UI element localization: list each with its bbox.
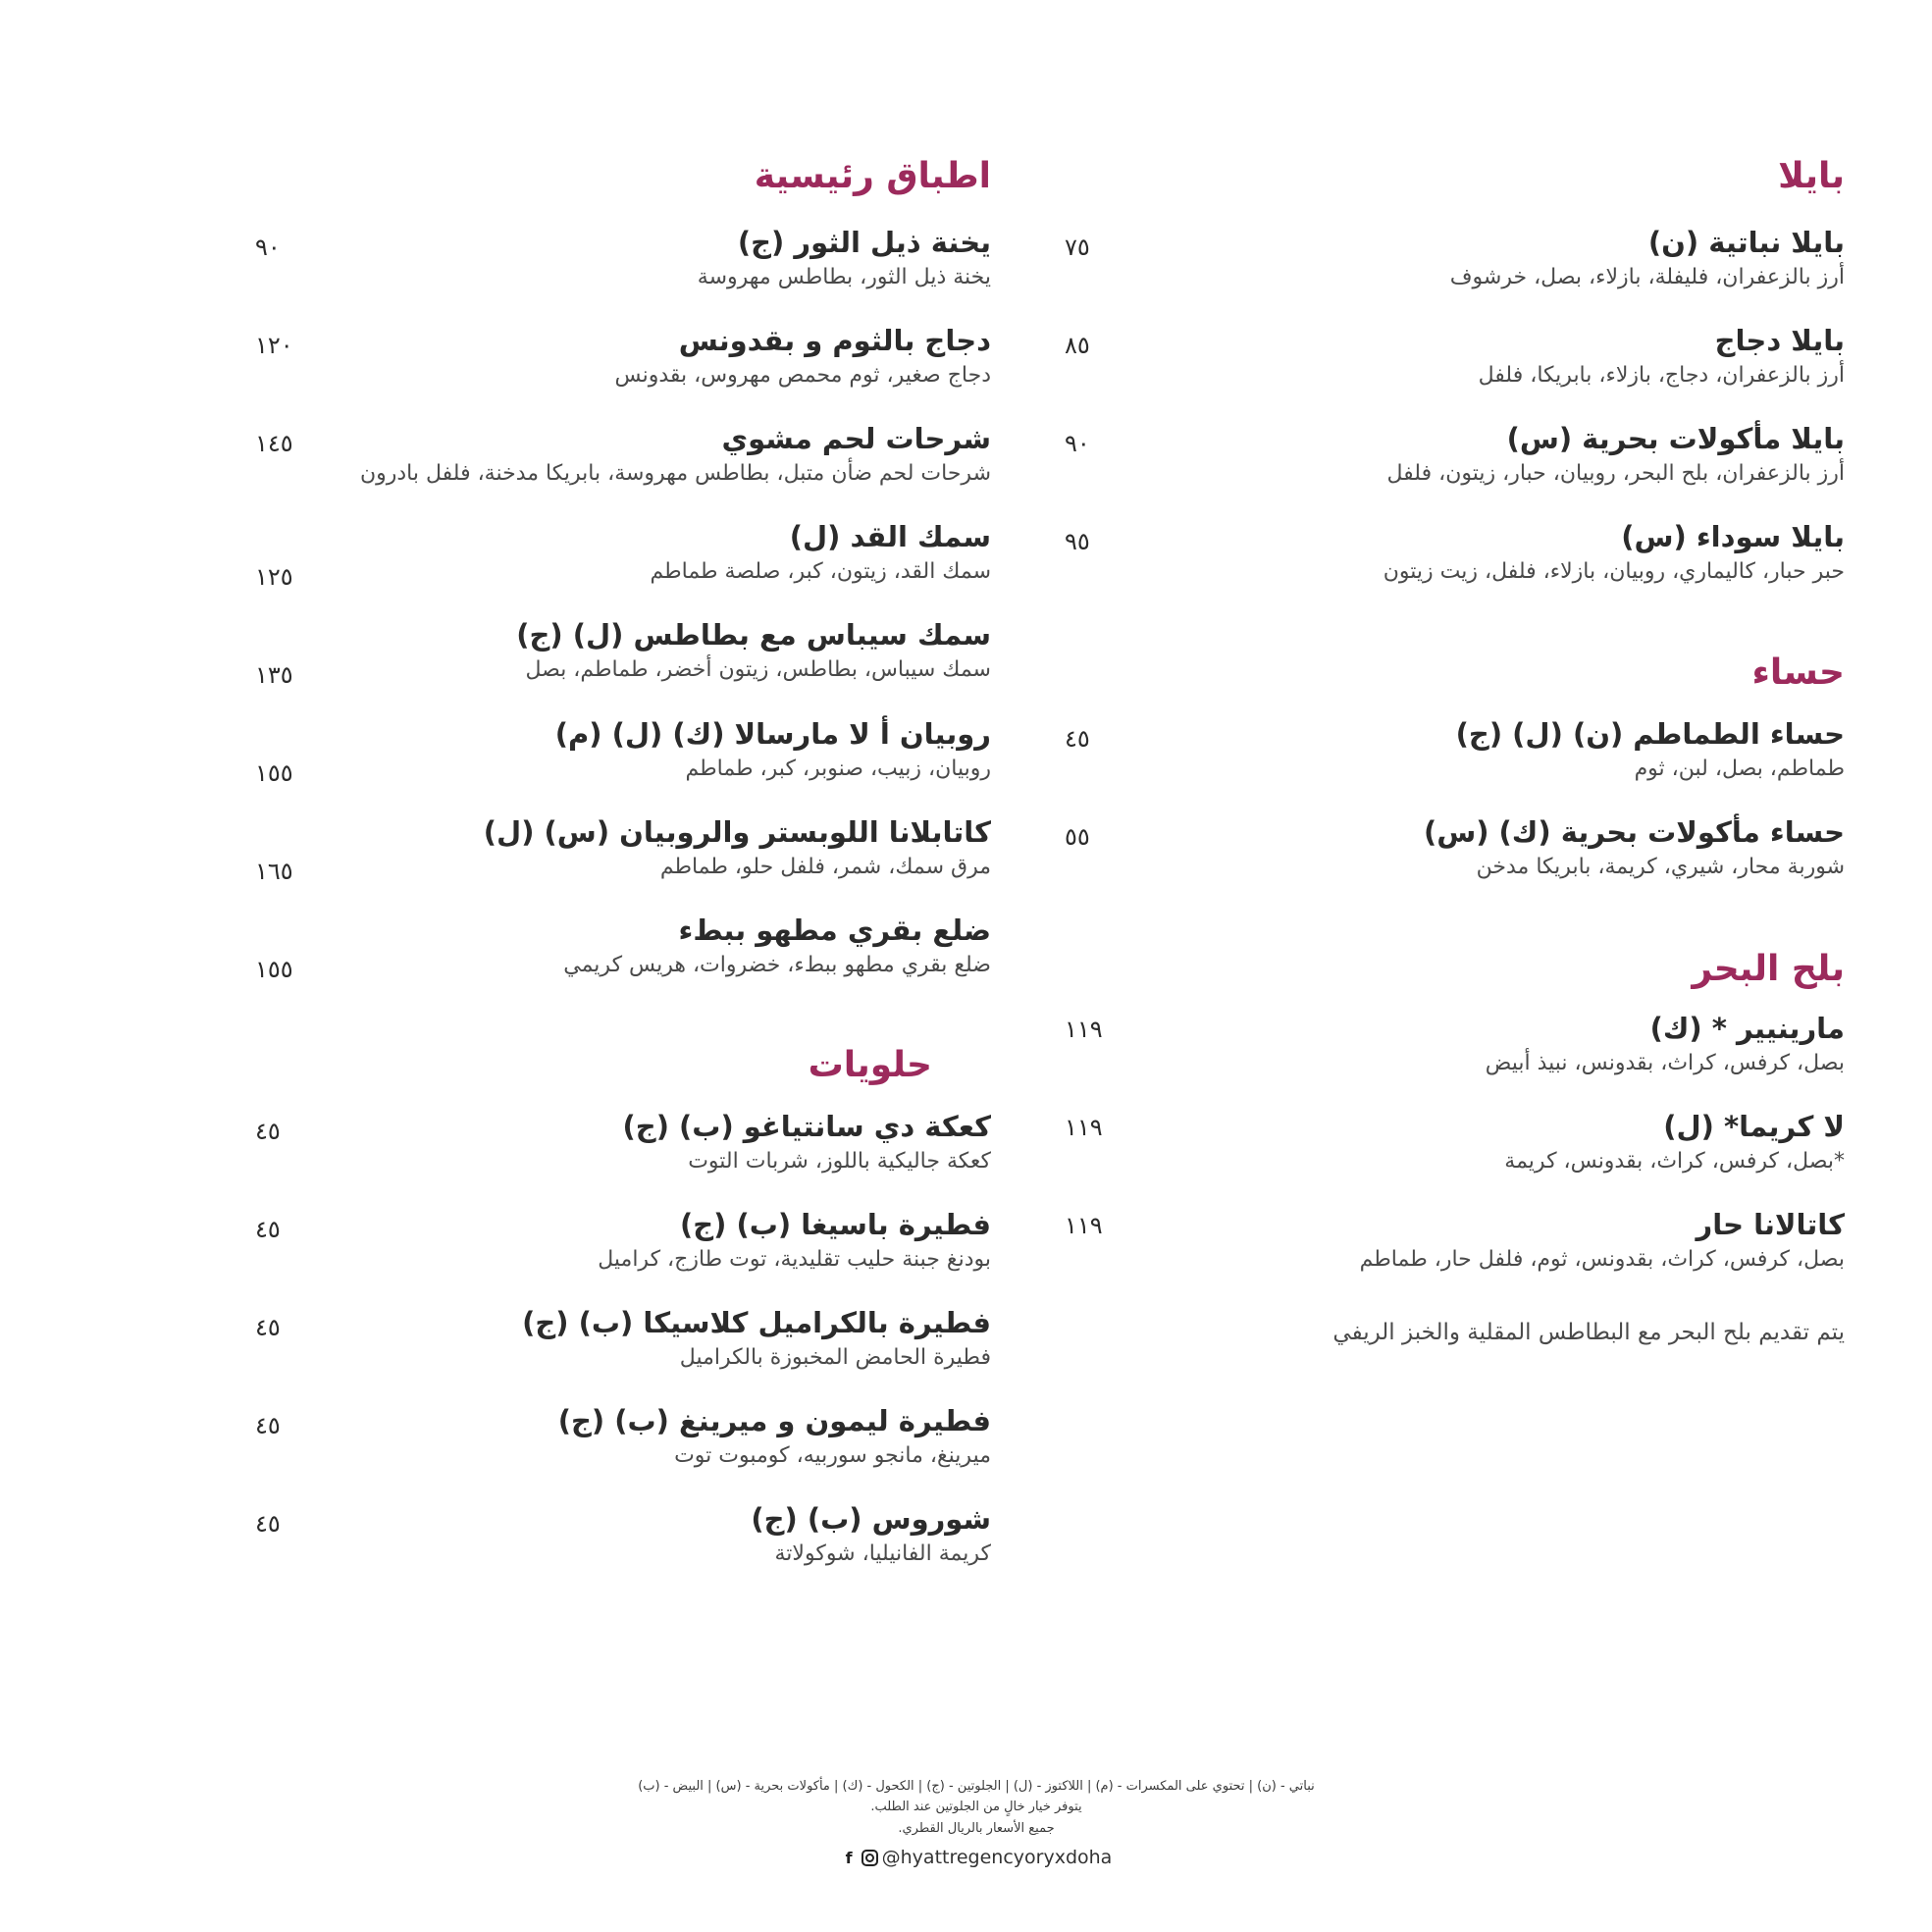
- facebook-icon[interactable]: f: [845, 1848, 853, 1867]
- item-price: ١٤٥: [255, 430, 293, 457]
- item-name: روبيان أ لا مارسالا (ك) (ل) (م): [554, 717, 991, 751]
- item-name: فطيرة بالكراميل كلاسيكا (ب) (ج): [522, 1306, 991, 1339]
- item-price: ١٣٥: [255, 661, 293, 689]
- item-name: شوروس (ب) (ج): [751, 1502, 991, 1536]
- item-price: ١٥٥: [255, 956, 293, 983]
- item-description: أرز بالزعفران، فليفلة، بازلاء، بصل، خرشوف: [1449, 264, 1845, 289]
- item-description: دجاج صغير، ثوم محمص مهروس، بقدونس: [614, 362, 991, 388]
- item-description: أرز بالزعفران، بلح البحر، روبيان، حبار، زيتون، فلفل: [1386, 460, 1845, 486]
- menu-item: [1065, 422, 1845, 486]
- item-description: مرق سمك، شمر، فلفل حلو، طماطم: [659, 854, 991, 879]
- item-name: سمك سيباس مع بطاطس (ل) (ج): [516, 618, 991, 652]
- menu-item: [245, 424, 991, 486]
- item-price: ١٢٥: [255, 563, 293, 591]
- menu-item: [245, 326, 991, 388]
- item-name: سمك القد (ل): [789, 520, 991, 553]
- menu-item: [245, 1406, 991, 1468]
- section-title-paella: بايلا: [1778, 156, 1845, 196]
- item-price: ٤٥: [1065, 725, 1090, 753]
- menu-item: [245, 618, 991, 689]
- currency-note: جميع الأسعار بالريال القطري.: [898, 1820, 1055, 1836]
- item-description: كعكة جاليكية باللوز، شربات التوت: [688, 1148, 991, 1174]
- item-price: ٤٥: [255, 1118, 281, 1145]
- item-description: سمك القد، زيتون، كبر، صلصة طماطم: [650, 558, 991, 584]
- item-price: ١١٩: [1065, 1016, 1103, 1043]
- item-price: ٨٥: [1065, 332, 1090, 359]
- item-description: طماطم، بصل، لبن، ثوم: [1634, 756, 1845, 781]
- menu-item: [245, 1504, 991, 1566]
- menu-item: [1065, 717, 1845, 781]
- item-description: شرحات لحم ضأن متبل، بطاطس مهروسة، بابريكا مدخنة، فلفل بادرون: [359, 460, 991, 486]
- allergen-legend: نباتي - (ن) | تحتوي على المكسرات - (م) | اللاكتوز - (ل) | الجلوتين - (ج) | الكحول - (ك) | مأكولات بحرية - (س) | البيض - (ب): [638, 1779, 1315, 1794]
- item-description: فطيرة الحامض المخبوزة بالكراميل: [679, 1344, 991, 1370]
- item-price: ١٢٠: [255, 332, 293, 359]
- item-price: ٤٥: [255, 1412, 281, 1439]
- menu-item: [1065, 520, 1845, 584]
- item-price: ٤٥: [255, 1314, 281, 1341]
- menu-item: [245, 1210, 991, 1272]
- item-name: شرحات لحم مشوي: [721, 422, 991, 455]
- menu-item: [245, 228, 991, 289]
- footer: [549, 1776, 1403, 1874]
- item-price: ١١٩: [1065, 1114, 1103, 1141]
- menu-item: [245, 1308, 991, 1370]
- gluten-note: يتوفر خيار خالٍ من الجلوتين عند الطلب.: [870, 1800, 1082, 1815]
- item-price: ١٥٥: [255, 759, 293, 787]
- item-description: أرز بالزعفران، دجاج، بازلاء، بابريكا، فلفل: [1478, 362, 1845, 388]
- item-price: ٩٠: [255, 234, 281, 261]
- section-title-desserts: حلويات: [808, 1045, 932, 1085]
- item-description: بودنغ جبنة حليب تقليدية، توت طازج، كراميل: [598, 1246, 991, 1272]
- item-description: حبر حبار، كاليماري، روبيان، بازلاء، فلفل، زيت زيتون: [1383, 558, 1845, 584]
- menu-item: [245, 914, 991, 983]
- item-name: بايلا نباتية (ن): [1647, 226, 1845, 259]
- item-description: *بصل، كرفس، كراث، بقدونس، كريمة: [1504, 1148, 1845, 1174]
- menu-item: [1065, 1110, 1845, 1174]
- menu-item: [245, 520, 991, 591]
- menu-item: [1065, 815, 1845, 879]
- item-price: ٩٥: [1065, 528, 1090, 555]
- item-name: حساء مأكولات بحرية (ك) (س): [1423, 815, 1845, 849]
- item-name: دجاج بالثوم و بقدونس: [678, 324, 991, 357]
- item-name: حساء الطماطم (ن) (ل) (ج): [1455, 717, 1845, 751]
- item-price: ٤٥: [255, 1510, 281, 1538]
- menu-item: [245, 717, 991, 787]
- item-name: مارينيير * (ك): [1649, 1012, 1845, 1045]
- social-row: [549, 1843, 1403, 1873]
- menu-item: [245, 815, 991, 885]
- item-description: يخنة ذيل الثور، بطاطس مهروسة: [697, 264, 991, 289]
- item-price: ٥٥: [1065, 823, 1090, 851]
- menu-item: [1065, 1012, 1845, 1075]
- item-description: روبيان، زبيب، صنوبر، كبر، طماطم: [685, 756, 991, 781]
- item-price: ٧٥: [1065, 234, 1090, 261]
- item-description: شوربة محار، شيري، كريمة، بابريكا مدخن: [1476, 854, 1845, 879]
- item-name: فطيرة باسيغا (ب) (ج): [680, 1208, 991, 1241]
- item-price: ٩٠: [1065, 430, 1090, 457]
- menu-item: [1065, 226, 1845, 289]
- item-name: لا كريما* (ل): [1663, 1110, 1845, 1143]
- item-description: سمك سيباس، بطاطس، زيتون أخضر، طماطم، بصل: [525, 656, 991, 682]
- instagram-icon[interactable]: [862, 1850, 878, 1866]
- item-description: كريمة الفانيليا، شوكولاتة: [774, 1540, 991, 1566]
- item-price: ١٦٥: [255, 858, 293, 885]
- section-title-mains: اطباق رئيسية: [754, 156, 991, 196]
- item-name: ضلع بقري مطهو ببطء: [678, 914, 991, 947]
- social-handle[interactable]: @hyattregencyoryxdoha: [881, 1847, 1113, 1869]
- item-description: بصل، كرفس، كراث، بقدونس، ثوم، فلفل حار، طماطم: [1359, 1246, 1845, 1272]
- item-name: يخنة ذيل الثور (ج): [737, 226, 991, 259]
- menu-item: [1065, 324, 1845, 388]
- menu-item: [245, 1112, 991, 1174]
- item-name: فطيرة ليمون و ميرينغ (ب) (ج): [557, 1404, 991, 1437]
- item-name: بايلا سوداء (س): [1621, 520, 1845, 553]
- section-title-mussels: بلح البحر: [1692, 949, 1845, 989]
- item-description: بصل، كرفس، كراث، بقدونس، نبيذ أبيض: [1485, 1050, 1845, 1075]
- item-price: ٤٥: [255, 1216, 281, 1243]
- item-description: ضلع بقري مطهو ببطء، خضروات، هريس كريمي: [563, 952, 991, 977]
- item-name: بايلا مأكولات بحرية (س): [1506, 422, 1845, 455]
- mussels-note: يتم تقديم بلح البحر مع البطاطس المقلية والخبز الريفي: [1332, 1320, 1845, 1345]
- item-price: ١١٩: [1065, 1212, 1103, 1239]
- item-name: كاتابلانا اللوبستر والروبيان (س) (ل): [483, 815, 991, 849]
- section-title-soup: حساء: [1751, 653, 1845, 693]
- menu-item: [1065, 1208, 1845, 1272]
- item-description: ميرينغ، مانجو سوربيه، كومبوت توت: [674, 1442, 991, 1468]
- item-name: كاتالانا حار: [1696, 1208, 1845, 1241]
- item-name: كعكة دي سانتياغو (ب) (ج): [622, 1110, 991, 1143]
- item-name: بايلا دجاج: [1714, 324, 1845, 357]
